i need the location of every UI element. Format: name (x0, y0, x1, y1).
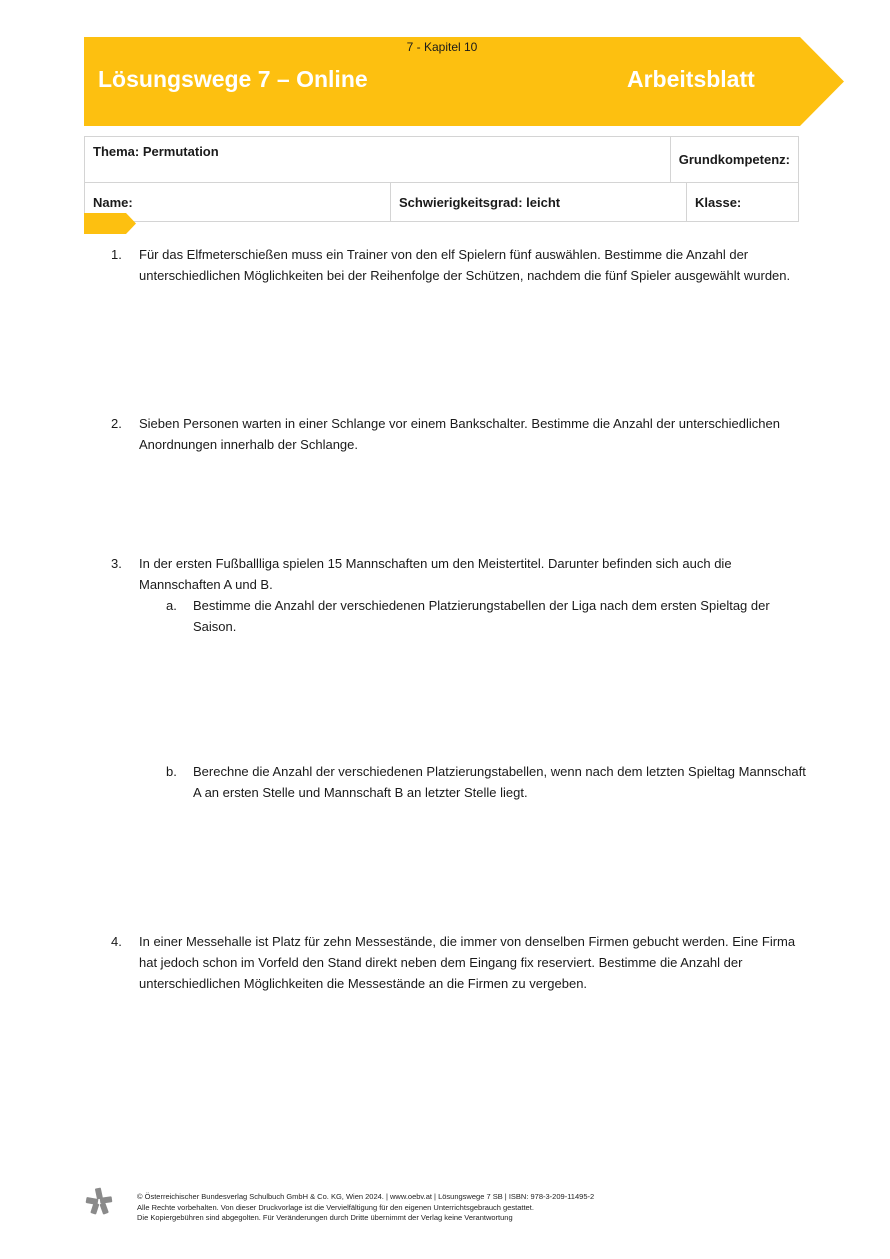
document-type: Arbeitsblatt (627, 66, 755, 92)
footer-line-3: Die Kopiergebühren sind abgegolten. Für Veränderungen durch Dritte übernimmt der Verlag keine Verantwortung (137, 1213, 513, 1222)
page-title: Lösungswege 7 – Online (98, 66, 368, 92)
footer-line-1: © Österreichischer Bundesverlag Schulbuch GmbH & Co. KG, Wien 2024. | www.oebv.at | Lösungswege 7 SB | ISBN: 978-3-209-11495-2 (137, 1192, 595, 1201)
question-4-number: 4. (111, 934, 122, 949)
question-1-text: Für das Elfmeterschießen muss ein Trainer von den elf Spielern fünf auswählen. Bestimme die Anzahl der unterschiedlichen Möglichkeiten bei der Reihenfolge der Schützen, nachdem die fünf Spieler ausgewählt wurden. (139, 247, 791, 283)
difficulty-cell: Schwierigkeitsgrad: leicht (391, 183, 687, 222)
question-2-number: 2. (111, 416, 122, 431)
question-4-text: In einer Messehalle ist Platz für zehn Messestände, die immer von denselben Firmen gebucht werden. Eine Firma hat jedoch schon im Vorfeld den Stand direkt neben dem Eingang fix reserviert. Bestimme die Anzahl der unterschiedlichen Möglichkeiten die Messestände an die Firmen zu vergeben. (139, 934, 796, 991)
question-1-number: 1. (111, 247, 122, 262)
footer-line-2: Alle Rechte vorbehalten. Von dieser Druckvorlage ist die Vervielfältigung für den eigenen Unterrichtsgebrauch gestattet. (137, 1202, 534, 1212)
name-field[interactable]: Name: (85, 183, 391, 222)
grundkompetenz-cell: Grundkompetenz: (670, 137, 798, 183)
thema-cell: Thema: Permutation (85, 137, 671, 183)
question-3-text: In der ersten Fußballliga spielen 15 Mannschaften um den Meistertitel. Darunter befinden sich auch die Mannschaften A und B. (139, 556, 732, 592)
section-tag-arrow (84, 213, 136, 234)
question-3a-letter: a. (166, 598, 177, 613)
question-3a-text: Bestimme die Anzahl der verschiedenen Platzierungstabellen der Liga nach dem ersten Spieltag der Saison. (193, 598, 770, 634)
info-table (84, 136, 799, 222)
question-2-text: Sieben Personen warten in einer Schlange vor einem Bankschalter. Bestimme die Anzahl der unterschiedlichen Anordnungen innerhalb der Schlange. (139, 416, 780, 452)
question-3b-letter: b. (166, 764, 177, 779)
question-3b-text: Berechne die Anzahl der verschiedenen Platzierungstabellen, wenn nach dem letzten Spieltag Mannschaft A an ersten Stelle und Mannschaft B an letzter Stelle liegt. (193, 764, 806, 800)
question-3-number: 3. (111, 556, 122, 571)
publisher-logo-icon (84, 1186, 114, 1216)
chapter-label: 7 - Kapitel 10 (406, 40, 478, 54)
klasse-field[interactable]: Klasse: (687, 183, 799, 222)
footer-copyright (137, 1192, 594, 1224)
